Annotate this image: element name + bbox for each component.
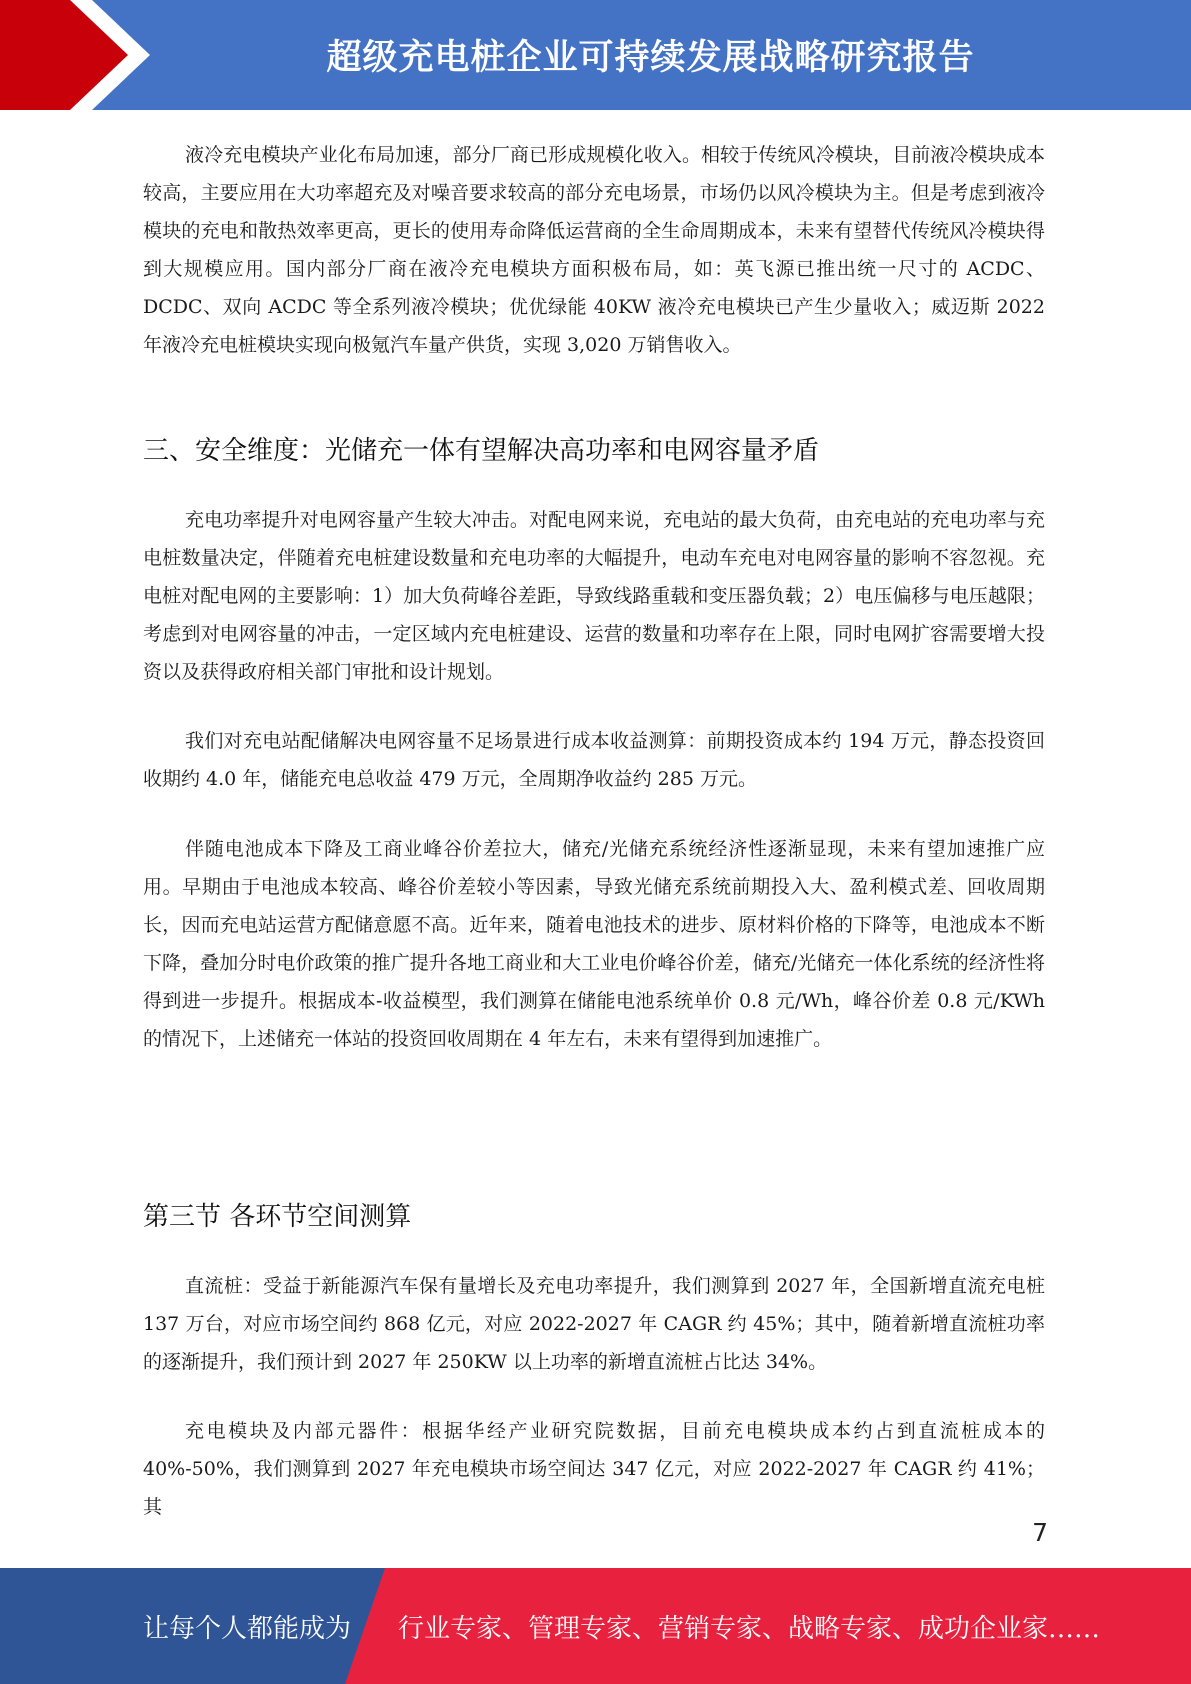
paragraph-storage-economics: 伴随电池成本下降及工商业峰谷价差拉大，储充/光储充系统经济性逐渐显现，未来有望加速推广应用。早期由于电池成本较高、峰谷价差较小等因素，导致光储充系统前期投入大、盈利模式差、回收周期长，因而充电站运营方配储意愿不高。近年来，随着电池技术的进步、原材料价格的下降等，电池成本不断下降，叠加分时电价政策的推广提升各地工商业和大工业电价峰谷价差，储充/光储充一体化系统的经济性将得到进一步提升。根据成本-收益模型，我们测算在储能电池系统单价 0.8 元/Wh，峰谷价差 0.8 元/KWh 的情况下，上述储充一体站的投资回收周期在 4 年左右，未来有望得到加速推广。 [143,838,1045,1050]
paragraph-charging-module: 充电模块及内部元器件：根据华经产业研究院数据，目前充电模块成本约占到直流桩成本的 40%-50%，我们测算到 2027 年充电模块市场空间达 347 亿元，对应 2022-2027 年 CAGR 约 41%；其 [143,1420,1045,1518]
page-footer [0,1568,1191,1684]
section-heading-market-size: 第三节 各环节空间测算 [143,1202,412,1232]
section-heading-safety: 三、安全维度：光储充一体有望解决高功率和电网容量矛盾 [143,436,820,466]
paragraph-dc-pile: 直流桩：受益于新能源汽车保有量增长及充电功率提升，我们测算到 2027 年，全国新增直流充电桩 137 万台，对应市场空间约 868 亿元，对应 2022-2027 年 CAGR 约 45%；其中，随着新增直流桩功率的逐渐提升，我们预计到 2027 年 250KW 以上功率的新增直流桩占比达 34%。 [143,1275,1045,1373]
paragraph-liquid-cooling: 液冷充电模块产业化布局加速，部分厂商已形成规模化收入。相较于传统风冷模块，目前液冷模块成本较高，主要应用在大功率超充及对噪音要求较高的部分充电场景，市场仍以风冷模块为主。但是考虑到液冷模块的充电和散热效率更高，更长的使用寿命降低运营商的全生命周期成本，未来有望替代传统风冷模块得到大规模应用。国内部分厂商在液冷充电模块方面积极布局，如：英飞源已推出统一尺寸的 ACDC、DCDC、双向 ACDC 等全系列液冷模块；优优绿能 40KW 液冷充电模块已产生少量收入；威迈斯 2022 年液冷充电桩模块实现向极氪汽车量产供货，实现 3,020 万销售收入。 [143,144,1045,356]
footer-slogan-left: 让每个人都能成为 [143,1613,352,1644]
page-number: 7 [1032,1518,1048,1547]
document-title: 超级充电桩企业可持续发展战略研究报告 [326,38,975,78]
paragraph-cost-benefit: 我们对充电站配储解决电网容量不足场景进行成本收益测算：前期投资成本约 194 万元，静态投资回收期约 4.0 年，储能充电总收益 479 万元，全周期净收益约 285 万元。 [143,730,1045,790]
header-chevron-decoration [0,0,150,110]
page-header [0,0,1191,110]
paragraph-grid-impact: 充电功率提升对电网容量产生较大冲击。对配电网来说，充电站的最大负荷，由充电站的充电功率与充电桩数量决定，伴随着充电桩建设数量和充电功率的大幅提升，电动车充电对电网容量的影响不容忽视。充电桩对配电网的主要影响：1）加大负荷峰谷差距，导致线路重载和变压器负载；2）电压偏移与电压越限；考虑到对电网容量的冲击，一定区域内充电桩建设、运营的数量和功率存在上限，同时电网扩容需要增大投资以及获得政府相关部门审批和设计规划。 [143,509,1045,683]
footer-slogan-right: 行业专家、管理专家、营销专家、战略专家、成功企业家…… [398,1613,1101,1644]
